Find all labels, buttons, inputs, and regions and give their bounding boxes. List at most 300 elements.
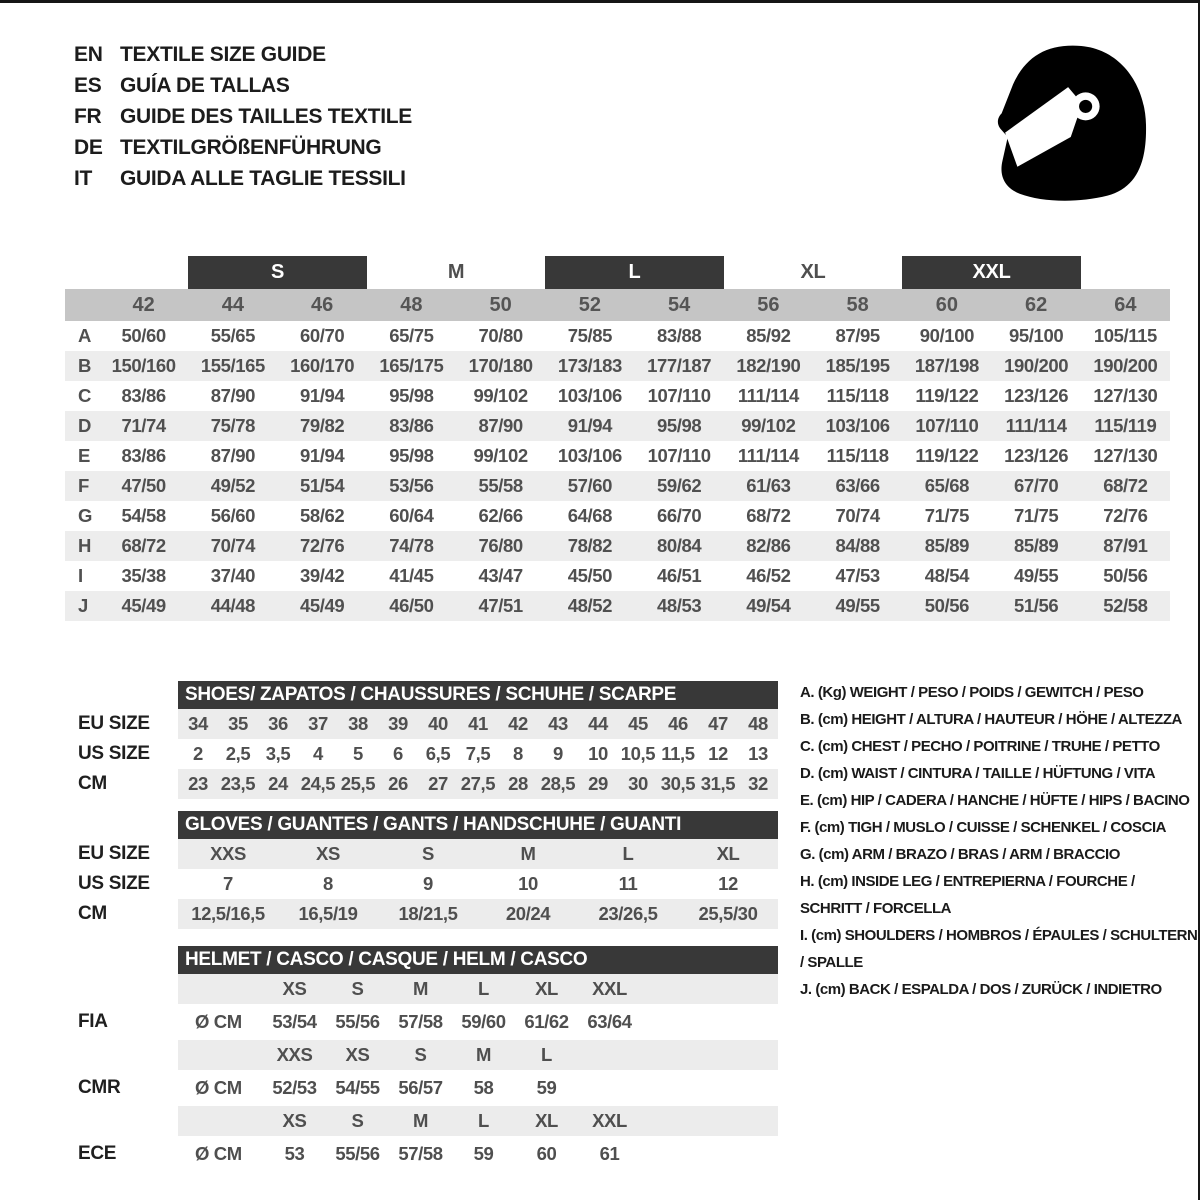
helmet-diameter-value: 57/58	[398, 1011, 443, 1032]
textile-row-d	[65, 411, 1170, 441]
gloves-eu-value: XXS	[210, 843, 246, 864]
measurement-value: 79/82	[299, 415, 345, 436]
gloves-cm-value: 25,5/30	[698, 903, 758, 924]
measurement-value: 37/40	[210, 565, 256, 586]
helmet-diameter-unit: Ø CM	[195, 1143, 242, 1164]
measurement-value: 46/52	[746, 565, 791, 586]
measurement-value: 66/70	[656, 505, 702, 526]
language-title: GUIDE DES TAILLES TEXTILE	[120, 105, 412, 128]
shoes-us-row	[178, 739, 778, 769]
measurement-value: 103/106	[825, 415, 890, 436]
measurement-value: 45/49	[299, 595, 345, 616]
measurement-value: 70/80	[478, 325, 523, 346]
measurement-value: 90/100	[919, 325, 974, 346]
language-item	[74, 132, 412, 163]
measurement-value: 49/52	[210, 475, 256, 496]
row-letter: D	[78, 415, 91, 436]
measurement-value: 150/160	[111, 355, 176, 376]
gloves-us-value: 10	[518, 873, 538, 894]
measurement-value: 87/95	[835, 325, 880, 346]
shoes-cm-value: 32	[748, 773, 768, 794]
measurement-value: 60/70	[299, 325, 345, 346]
measurement-value: 107/110	[647, 445, 711, 466]
helmet-diameter-value: 61	[599, 1143, 620, 1164]
measurement-value: 160/170	[290, 355, 355, 376]
measurement-value: 75/78	[210, 415, 256, 436]
measurement-value: 52/58	[1103, 595, 1148, 616]
shoes-cm-value: 28	[508, 773, 528, 794]
textile-row-a	[65, 321, 1170, 351]
measurement-value: 57/60	[567, 475, 613, 496]
measurement-value: 95/98	[389, 385, 434, 406]
measurement-value: 107/110	[915, 415, 979, 436]
helmet-size-label: XL	[535, 978, 558, 999]
measurement-value: 103/106	[557, 445, 622, 466]
measurement-value: 50/60	[121, 325, 166, 346]
measurement-value: 49/55	[835, 595, 880, 616]
gloves-table-header: GLOVES / GUANTES / GANTS / HANDSCHUHE / GUANTI	[178, 811, 778, 839]
measurement-value: 59/62	[656, 475, 702, 496]
measurement-value: 123/126	[1004, 445, 1069, 466]
textile-row-g	[65, 501, 1170, 531]
shoes-eu-value: 47	[708, 713, 728, 734]
helmet-size-label: L	[541, 1044, 552, 1065]
row-letter: E	[78, 445, 90, 466]
shoes-us-value: 8	[513, 743, 523, 764]
shoes-us-value: 2,5	[225, 743, 251, 764]
helmet-diameter-value: 63/64	[587, 1011, 632, 1032]
measurement-value: 46/50	[389, 595, 434, 616]
gloves-us-value: 8	[323, 873, 333, 894]
helmet-diameter-value: 53	[284, 1143, 305, 1164]
measurement-value: 49/54	[746, 595, 791, 616]
measurement-value: 84/88	[835, 535, 880, 556]
helmet-sizes-row-fia	[178, 974, 778, 1004]
shoes-us-value: 13	[748, 743, 768, 764]
helmet-values-row-fia	[178, 1004, 778, 1040]
shoes-cm-value: 25,5	[340, 773, 376, 794]
helmet-diameter-value: 55/56	[335, 1011, 380, 1032]
measurement-legend	[800, 679, 1198, 1003]
shoes-us-value: 7,5	[465, 743, 491, 764]
helmet-diameter-unit: Ø CM	[195, 1011, 242, 1032]
measurement-value: 111/114	[737, 385, 799, 406]
helmet-diameter-value: 54/55	[335, 1077, 380, 1098]
measurement-value: 91/94	[299, 385, 345, 406]
measurement-value: 62/66	[478, 505, 523, 526]
size-group-xl: XL	[800, 261, 826, 283]
measurement-value: 60/64	[389, 505, 434, 526]
helmet-diameter-unit: Ø CM	[195, 1077, 242, 1098]
shoes-us-value: 6,5	[425, 743, 451, 764]
helmet-size-label: M	[412, 1110, 428, 1131]
gloves-table	[178, 839, 778, 929]
shoes-cm-value: 23,5	[220, 773, 256, 794]
numeric-size: 44	[221, 293, 244, 316]
measurement-value: 87/90	[478, 415, 523, 436]
measurement-value: 105/115	[1093, 325, 1157, 346]
measurement-value: 41/45	[389, 565, 434, 586]
size-group-m: M	[447, 261, 465, 283]
numeric-size: 52	[578, 293, 601, 316]
shoes-eu-value: 48	[748, 713, 768, 734]
gloves-cm-value: 16,5/19	[298, 903, 358, 924]
numeric-size: 54	[668, 293, 691, 316]
gloves-cm-label: CM	[78, 903, 107, 924]
numeric-size: 46	[311, 293, 334, 316]
measurement-value: 68/72	[121, 535, 166, 556]
language-title: GUÍA DE TALLAS	[120, 74, 290, 97]
measurement-value: 123/126	[1004, 385, 1069, 406]
measurement-value: 95/98	[656, 415, 702, 436]
shoes-eu-value: 39	[388, 713, 408, 734]
shoes-us-value: 11,5	[661, 743, 695, 764]
measurement-value: 51/56	[1013, 595, 1059, 616]
helmet-values-row-ece	[178, 1136, 778, 1172]
gloves-cm-value: 20/24	[505, 903, 551, 924]
measurement-value: 46/51	[656, 565, 702, 586]
numeric-size: 42	[132, 293, 155, 316]
shoes-eu-value: 44	[588, 713, 608, 734]
measurement-value: 82/86	[746, 535, 791, 556]
measurement-value: 76/80	[478, 535, 523, 556]
measurement-value: 182/190	[736, 355, 801, 376]
shoes-us-size-label: US SIZE	[78, 743, 150, 764]
shoes-cm-value: 24	[268, 773, 288, 794]
measurement-value: 70/74	[835, 505, 880, 526]
helmet-diameter-value: 58	[473, 1077, 494, 1098]
measurement-value: 190/200	[1004, 355, 1069, 376]
measurement-value: 87/91	[1103, 535, 1148, 556]
measurement-value: 48/53	[656, 595, 702, 616]
measurement-value: 83/86	[121, 385, 166, 406]
measurement-value: 99/102	[473, 445, 528, 466]
helmet-diameter-value: 60	[536, 1143, 557, 1164]
shoes-us-value: 10,5	[620, 743, 656, 764]
size-group-l: L	[545, 256, 724, 289]
measurement-value: 85/89	[1013, 535, 1059, 556]
measurement-value: 72/76	[299, 535, 345, 556]
shoes-table	[178, 709, 778, 799]
shoes-cm-value: 26	[388, 773, 408, 794]
measurement-value: 70/74	[210, 535, 256, 556]
row-letter: G	[78, 505, 92, 526]
shoes-eu-value: 34	[188, 713, 208, 734]
gloves-eu-size-label: EU SIZE	[78, 843, 150, 864]
helmet-sizes-row-cmr	[178, 1040, 778, 1070]
helmet-size-label: S	[414, 1044, 427, 1065]
shoes-eu-value: 35	[228, 713, 248, 734]
helmet-sizes-row-ece	[178, 1106, 778, 1136]
shoes-cm-label: CM	[78, 773, 107, 794]
helmet-table-header: HELMET / CASCO / CASQUE / HELM / CASCO	[178, 946, 778, 974]
helmet-diameter-value: 55/56	[335, 1143, 380, 1164]
measurement-value: 103/106	[557, 385, 622, 406]
measurement-value: 72/76	[1103, 505, 1148, 526]
measurement-value: 45/49	[121, 595, 166, 616]
measurement-value: 71/75	[924, 505, 970, 526]
language-item	[74, 163, 412, 194]
measurement-value: 64/68	[567, 505, 613, 526]
shoes-eu-value: 46	[668, 713, 688, 734]
shoes-us-value: 5	[353, 743, 363, 764]
shoes-eu-size-label: EU SIZE	[78, 713, 150, 734]
legend-item: C. (cm) CHEST / PECHO / POITRINE / TRUHE / PETTO	[800, 738, 1160, 755]
gloves-row-labels	[78, 839, 150, 929]
textile-row-e	[65, 441, 1170, 471]
shoes-cm-row	[178, 769, 778, 799]
row-letter: B	[78, 355, 91, 376]
measurement-value: 63/66	[835, 475, 880, 496]
measurement-value: 68/72	[746, 505, 791, 526]
textile-row-i	[65, 561, 1170, 591]
measurement-value: 87/90	[210, 385, 256, 406]
gloves-cm-value: 18/21,5	[398, 903, 458, 924]
gloves-eu-value: L	[622, 843, 634, 864]
helmet-size-label: M	[475, 1044, 491, 1065]
textile-table-body	[65, 321, 1170, 621]
helmet-ece-label: ECE	[78, 1143, 117, 1164]
gloves-eu-row	[178, 839, 778, 869]
shoes-eu-value: 36	[268, 713, 288, 734]
helmet-size-label: M	[412, 978, 428, 999]
shoes-eu-value: 43	[548, 713, 568, 734]
measurement-value: 83/86	[389, 415, 434, 436]
shoes-us-value: 10	[588, 743, 608, 764]
textile-row-c	[65, 381, 1170, 411]
measurement-value: 99/102	[741, 415, 796, 436]
measurement-value: 115/118	[826, 385, 889, 406]
measurement-value: 45/50	[567, 565, 613, 586]
gloves-eu-value: M	[520, 843, 536, 864]
measurement-value: 44/48	[210, 595, 256, 616]
textile-size-table	[65, 256, 1170, 621]
measurement-value: 99/102	[473, 385, 528, 406]
shoes-cm-value: 23	[188, 773, 208, 794]
numeric-size: 64	[1114, 293, 1137, 316]
helmet-diameter-value: 57/58	[398, 1143, 443, 1164]
row-letter: C	[78, 385, 91, 406]
legend-item: I. (cm) SHOULDERS / HOMBROS / ÉPAULES / SCHULTERN / SPALLE	[800, 927, 1198, 971]
gloves-eu-value: S	[422, 843, 434, 864]
row-letter: F	[78, 475, 89, 496]
row-letter: I	[78, 565, 83, 586]
measurement-value: 50/56	[924, 595, 970, 616]
measurement-value: 173/183	[557, 355, 622, 376]
measurement-value: 87/90	[210, 445, 256, 466]
measurement-value: 47/51	[478, 595, 523, 616]
measurement-value: 61/63	[746, 475, 791, 496]
language-list	[74, 39, 412, 194]
language-item	[74, 39, 412, 70]
gloves-us-value: 12	[718, 873, 738, 894]
textile-row-j	[65, 591, 1170, 621]
measurement-value: 95/100	[1009, 325, 1064, 346]
gloves-cm-row	[178, 899, 778, 929]
measurement-value: 71/75	[1013, 505, 1059, 526]
numeric-size: 50	[489, 293, 512, 316]
legend-item: J. (cm) BACK / ESPALDA / DOS / ZURÜCK / INDIETRO	[800, 981, 1162, 998]
shoes-eu-value: 42	[508, 713, 528, 734]
row-letter: H	[78, 535, 91, 556]
measurement-value: 91/94	[299, 445, 345, 466]
shoes-eu-value: 40	[428, 713, 448, 734]
shoes-eu-row	[178, 709, 778, 739]
measurement-value: 48/54	[924, 565, 970, 586]
measurement-value: 115/119	[1094, 415, 1157, 436]
language-code: ES	[74, 74, 102, 97]
measurement-value: 78/82	[567, 535, 613, 556]
shoes-us-value: 9	[553, 743, 563, 764]
measurement-value: 111/114	[1005, 415, 1067, 436]
textile-row-f	[65, 471, 1170, 501]
legend-item: F. (cm) TIGH / MUSLO / CUISSE / SCHENKEL / COSCIA	[800, 819, 1167, 836]
language-title: TEXTILE SIZE GUIDE	[120, 43, 326, 66]
measurement-value: 111/114	[737, 445, 799, 466]
shoes-us-value: 3,5	[265, 743, 291, 764]
helmet-size-label: L	[478, 1110, 489, 1131]
legend-item: B. (cm) HEIGHT / ALTURA / HAUTEUR / HÖHE / ALTEZZA	[800, 711, 1182, 728]
shoes-us-value: 12	[708, 743, 728, 764]
measurement-value: 107/110	[647, 385, 711, 406]
gloves-cm-value: 12,5/16,5	[191, 903, 265, 924]
shoes-cm-value: 27	[428, 773, 448, 794]
helmet-size-label: XS	[345, 1044, 370, 1065]
helmet-diameter-value: 59	[536, 1077, 557, 1098]
shoes-us-value: 2	[193, 743, 203, 764]
measurement-value: 170/180	[468, 355, 533, 376]
language-item	[74, 70, 412, 101]
language-title: GUIDA ALLE TAGLIE TESSILI	[120, 167, 406, 190]
language-code: IT	[74, 167, 93, 190]
helmet-diameter-value: 59/60	[461, 1011, 506, 1032]
numeric-size: 56	[757, 293, 780, 316]
measurement-value: 50/56	[1103, 565, 1148, 586]
measurement-value: 65/68	[924, 475, 970, 496]
row-letter: A	[78, 325, 91, 346]
shoes-eu-value: 45	[628, 713, 648, 734]
measurement-value: 43/47	[478, 565, 523, 586]
textile-row-h	[65, 531, 1170, 561]
shoes-us-value: 4	[313, 743, 323, 764]
gloves-us-value: 11	[618, 873, 638, 894]
helmet-diameter-value: 52/53	[272, 1077, 317, 1098]
measurement-value: 68/72	[1103, 475, 1148, 496]
measurement-value: 71/74	[121, 415, 166, 436]
measurement-value: 53/56	[389, 475, 434, 496]
row-letter: J	[78, 595, 88, 616]
measurement-value: 165/175	[379, 355, 444, 376]
gloves-us-row	[178, 869, 778, 899]
shoes-row-labels	[78, 709, 150, 799]
measurement-value: 185/195	[825, 355, 890, 376]
measurement-value: 58/62	[299, 505, 345, 526]
measurement-value: 67/70	[1013, 475, 1059, 496]
language-code: DE	[74, 136, 103, 159]
measurement-value: 56/60	[210, 505, 256, 526]
shoes-cm-value: 28,5	[540, 773, 576, 794]
language-code: FR	[74, 105, 102, 128]
helmet-size-label: XS	[282, 1110, 307, 1131]
legend-item: A. (Kg) WEIGHT / PESO / POIDS / GEWITCH / PESO	[800, 684, 1144, 701]
measurement-value: 65/75	[389, 325, 434, 346]
measurement-value: 119/122	[915, 445, 979, 466]
numeric-size-band	[65, 289, 1170, 321]
measurement-value: 47/53	[835, 565, 880, 586]
measurement-value: 177/187	[647, 355, 712, 376]
numeric-size: 62	[1025, 293, 1048, 316]
measurement-value: 74/78	[389, 535, 434, 556]
helmet-size-label: XXS	[276, 1044, 313, 1065]
shoes-eu-value: 38	[348, 713, 368, 734]
numeric-size: 60	[935, 293, 958, 316]
language-code: EN	[74, 43, 103, 66]
helmet-diameter-value: 53/54	[272, 1011, 317, 1032]
measurement-value: 75/85	[567, 325, 613, 346]
gloves-us-size-label: US SIZE	[78, 873, 150, 894]
gloves-eu-value: XL	[716, 843, 740, 864]
shoes-cm-value: 30,5	[660, 773, 696, 794]
language-title: TEXTILGRÖßENFÜHRUNG	[120, 136, 382, 159]
measurement-value: 80/84	[656, 535, 702, 556]
numeric-size: 48	[400, 293, 423, 316]
helmet-values-row-cmr	[178, 1070, 778, 1106]
measurement-value: 91/94	[567, 415, 613, 436]
measurement-value: 190/200	[1093, 355, 1158, 376]
helmet-table	[178, 974, 778, 1172]
gloves-us-value: 9	[423, 873, 433, 894]
measurement-value: 49/55	[1013, 565, 1059, 586]
measurement-value: 54/58	[121, 505, 166, 526]
measurement-value: 47/50	[121, 475, 166, 496]
shoes-cm-value: 29	[588, 773, 608, 794]
measurement-value: 55/58	[478, 475, 523, 496]
numeric-size: 58	[846, 293, 869, 316]
shoes-eu-value: 37	[308, 713, 328, 734]
gloves-us-value: 7	[223, 873, 233, 894]
helmet-size-label: L	[478, 978, 489, 999]
measurement-value: 83/86	[121, 445, 166, 466]
gloves-cm-value: 23/26,5	[598, 903, 658, 924]
measurement-value: 48/52	[567, 595, 613, 616]
legend-item: G. (cm) ARM / BRAZO / BRAS / ARM / BRACCIO	[800, 846, 1120, 863]
measurement-value: 95/98	[389, 445, 434, 466]
measurement-value: 119/122	[915, 385, 979, 406]
helmet-diameter-value: 56/57	[398, 1077, 443, 1098]
size-group-header-row	[65, 256, 1170, 289]
measurement-value: 115/118	[826, 445, 889, 466]
measurement-value: 85/89	[924, 535, 970, 556]
measurement-value: 127/130	[1093, 445, 1158, 466]
helmet-size-label: S	[351, 978, 364, 999]
language-item	[74, 101, 412, 132]
shoes-cm-value: 27,5	[460, 773, 496, 794]
textile-row-b	[65, 351, 1170, 381]
helmet-diameter-value: 61/62	[524, 1011, 569, 1032]
measurement-value: 155/165	[200, 355, 265, 376]
size-group-xxl: XXL	[902, 256, 1081, 289]
legend-item: D. (cm) WAIST / CINTURA / TAILLE / HÜFTUNG / VITA	[800, 765, 1156, 782]
helmet-cmr-label: CMR	[78, 1077, 121, 1098]
shoes-cm-value: 24,5	[300, 773, 336, 794]
measurement-value: 51/54	[299, 475, 345, 496]
racing-helmet-icon	[978, 39, 1153, 214]
measurement-value: 85/92	[746, 325, 791, 346]
measurement-value: 83/88	[656, 325, 702, 346]
legend-item: H. (cm) INSIDE LEG / ENTREPIERNA / FOURCHE / SCHRITT / FORCELLA	[800, 873, 1135, 917]
measurement-value: 35/38	[121, 565, 166, 586]
helmet-diameter-value: 59	[473, 1143, 494, 1164]
